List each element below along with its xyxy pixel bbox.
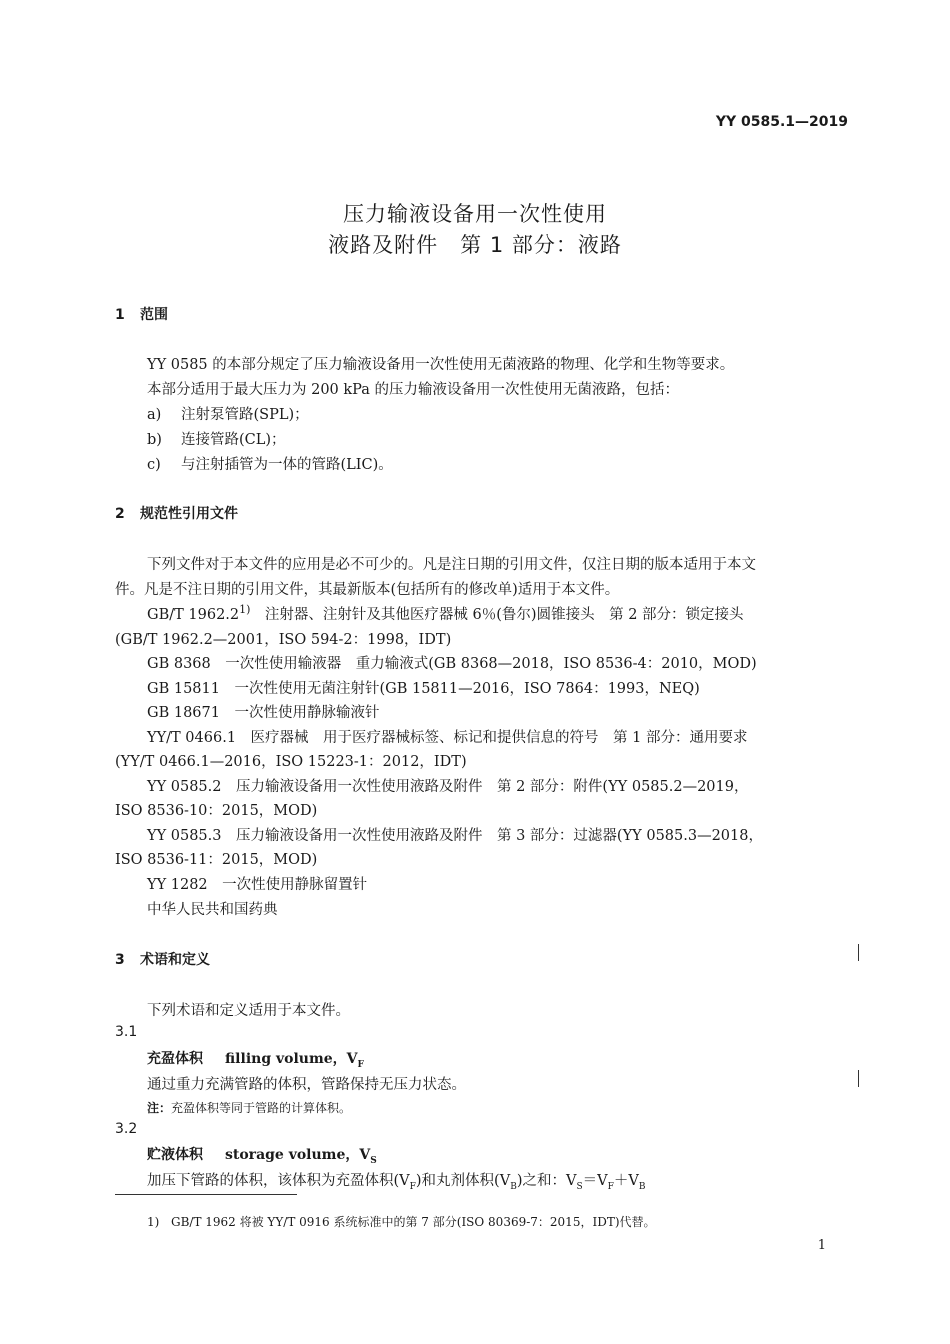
change-bar (858, 1070, 859, 1087)
reference-5-cont: (YY/T 0466.1—2016，ISO 15223-1：2012，IDT) (115, 754, 467, 770)
list-item (147, 453, 393, 474)
footnote-label: 1) (147, 1215, 160, 1229)
reference-7: YY 0585.3 压力输液设备用一次性使用液路及附件 第 3 部分：过滤器(YY 0585.3—2018， (147, 828, 763, 844)
list-label: a) (147, 407, 162, 423)
reference-6: YY 0585.2 压力输液设备用一次性使用液路及附件 第 2 部分：附件(YY 0585.2—2019， (147, 779, 749, 795)
term-note (147, 1099, 351, 1116)
reference-8: YY 1282 一次性使用静脉留置针 (147, 877, 368, 893)
page-number: 1 (817, 1238, 826, 1253)
reference-4: GB 18671 一次性使用静脉输液针 (147, 705, 380, 721)
section-title: 术语和定义 (140, 952, 210, 968)
reference-6-cont: ISO 8536-10：2015，MOD) (115, 803, 318, 819)
term-number: 3.2 (115, 1121, 138, 1137)
footnote-marker: 1) (239, 603, 251, 617)
term-definition: 加压下管路的体积，该体积为充盈体积$(V_F)$和丸剂体积$(V_B)$之和：$V_S=V_F+V_B$ (147, 1173, 646, 1192)
list-item (147, 403, 309, 424)
scope-paragraph-2: 本部分适用于最大压力为 200 kPa 的压力输液设备用一次性使用无菌液路，包括： (147, 382, 680, 398)
term-number: 3.1 (115, 1024, 138, 1040)
term-definition: 通过重力充满管路的体积，管路保持无压力状态。 (147, 1077, 466, 1093)
reference-3: GB 15811 一次性使用无菌注射针(GB 15811—2016，ISO 7864：1993，NEQ) (147, 681, 700, 697)
refs-intro-line-2: 件。凡是不注日期的引用文件，其最新版本(包括所有的修改单)适用于本文件。 (115, 582, 620, 598)
term-en: storage volume，$V_S$ (225, 1147, 377, 1166)
term-heading (147, 1144, 377, 1166)
reference-2: GB 8368 一次性使用输液器 重力输液式(GB 8368—2018，ISO 8536-4：2010，MOD) (147, 656, 757, 672)
footnote (147, 1213, 656, 1230)
list-label: c) (147, 457, 161, 473)
scope-paragraph-1: YY 0585 的本部分规定了压力输液设备用一次性使用无菌液路的物理、化学和生物等要求。 (147, 357, 735, 373)
terms-intro: 下列术语和定义适用于本文件。 (147, 1003, 350, 1019)
section-1-heading (115, 304, 168, 324)
section-number: 3 (115, 952, 125, 968)
note-label: 注： (147, 1101, 172, 1115)
footnote-separator (115, 1194, 297, 1195)
list-item (147, 428, 286, 449)
standard-number: YY 0585.1—2019 (715, 114, 848, 130)
title-line-2: 液路及附件 第 1 部分：液路 (328, 233, 622, 257)
section-3-heading (115, 949, 210, 969)
section-number: 2 (115, 506, 125, 522)
reference-5: YY/T 0466.1 医疗器械 用于医疗器械标签、标记和提供信息的符号 第 1 部分：通用要求 (147, 730, 748, 746)
list-text: 与注射插管为一体的管路(LIC)。 (181, 457, 393, 473)
reference-code: GB/T 1962.2 (147, 607, 240, 623)
note-text: 充盈体积等同于管路的计算体积。 (171, 1101, 352, 1115)
reference-7-cont: ISO 8536-11：2015，MOD) (115, 852, 318, 868)
section-number: 1 (115, 307, 125, 323)
section-2-heading (115, 503, 238, 523)
title-line-1: 压力输液设备用一次性使用 (343, 202, 607, 226)
list-label: b) (147, 432, 162, 448)
term-zh: 贮液体积 (147, 1147, 203, 1163)
reference-9: 中华人民共和国药典 (147, 902, 278, 918)
term-zh: 充盈体积 (147, 1051, 203, 1067)
term-en: filling volume，$V_F$ (225, 1051, 364, 1070)
list-text: 连接管路(CL)； (181, 432, 286, 448)
section-title: 范围 (140, 307, 168, 323)
footnote-text: GB/T 1962 将被 YY/T 0916 系统标准中的第 7 部分(ISO 80369-7：2015，IDT)代替。 (171, 1215, 656, 1229)
section-title: 规范性引用文件 (140, 506, 238, 522)
change-bar (858, 944, 859, 961)
refs-intro-line-1: 下列文件对于本文件的应用是必不可少的。凡是注日期的引用文件，仅注日期的版本适用于本文 (147, 557, 756, 573)
list-text: 注射泵管路(SPL)； (181, 407, 309, 423)
term-heading (147, 1048, 364, 1070)
reference-text: 注射器、注射针及其他医疗器械 6％(鲁尔)圆锥接头 第 2 部分：锁定接头 (250, 607, 744, 623)
reference-1 (147, 603, 744, 624)
reference-1-cont: (GB/T 1962.2—2001，ISO 594-2：1998，IDT) (115, 632, 452, 648)
